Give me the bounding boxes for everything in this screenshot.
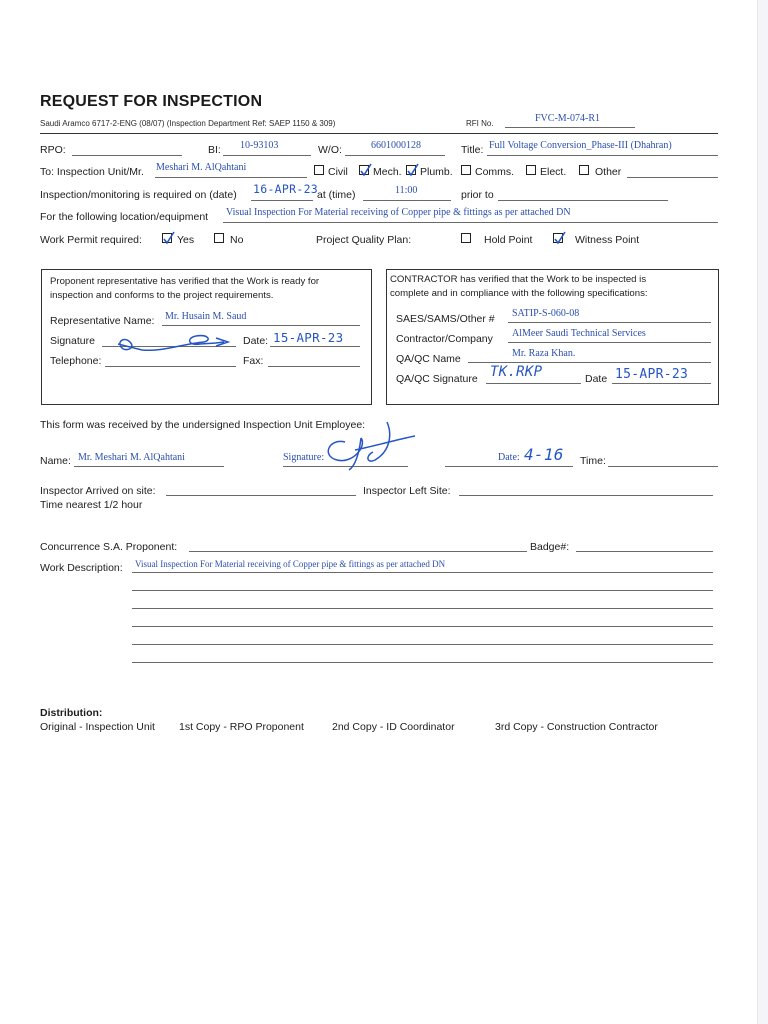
distribution-1st-copy: 1st Copy - RPO Proponent bbox=[179, 721, 304, 733]
work-line-5[interactable] bbox=[132, 644, 713, 645]
rep-telephone-field[interactable] bbox=[105, 366, 236, 367]
comms-label: Comms. bbox=[475, 166, 515, 178]
time-line bbox=[363, 200, 451, 201]
other-checkbox[interactable] bbox=[579, 165, 589, 175]
received-signature-image[interactable] bbox=[315, 416, 430, 472]
company-line bbox=[508, 342, 711, 343]
wo-label: W/O: bbox=[318, 144, 342, 156]
bi-line bbox=[223, 155, 311, 156]
contractor-text-1: CONTRACTOR has verified that the Work to be inspected is bbox=[390, 274, 647, 285]
work-line-4[interactable] bbox=[132, 626, 713, 627]
title-label: Title: bbox=[461, 144, 484, 156]
title-rule bbox=[40, 133, 718, 134]
distribution-2nd-copy: 2nd Copy - ID Coordinator bbox=[332, 721, 455, 733]
concurrence-label: Concurrence S.A. Proponent: bbox=[40, 541, 178, 553]
permit-no-checkbox[interactable] bbox=[214, 233, 224, 243]
received-time-label: Time: bbox=[580, 455, 606, 467]
qaqc-signature-line bbox=[486, 383, 581, 384]
rep-name-line bbox=[162, 325, 360, 326]
plumb-label: Plumb. bbox=[420, 166, 453, 178]
rfi-label: RFI No. bbox=[466, 119, 494, 128]
rep-fax-field[interactable] bbox=[268, 366, 360, 367]
distribution-3rd-copy: 3rd Copy - Construction Contractor bbox=[495, 721, 658, 733]
date-label: Inspection/monitoring is required on (date) bbox=[40, 189, 237, 201]
elect-checkbox[interactable] bbox=[526, 165, 536, 175]
pqp-label: Project Quality Plan: bbox=[316, 234, 412, 246]
witness-point-label: Witness Point bbox=[575, 234, 640, 246]
permit-label: Work Permit required: bbox=[40, 234, 142, 246]
proponent-text-2: inspection and conforms to the project requirements. bbox=[50, 290, 274, 301]
location-value[interactable]: Visual Inspection For Material receiving of Copper pipe & fittings as per attached DN bbox=[226, 207, 571, 218]
wo-line bbox=[345, 155, 445, 156]
permit-yes-label: Yes bbox=[177, 234, 195, 246]
badge-label: Badge#: bbox=[530, 541, 570, 553]
date-line bbox=[251, 200, 313, 201]
received-time-field[interactable] bbox=[608, 466, 718, 467]
rep-telephone-label: Telephone: bbox=[50, 355, 102, 367]
left-site-field[interactable] bbox=[459, 495, 713, 496]
work-description-label: Work Description: bbox=[40, 562, 123, 574]
form-title: REQUEST FOR INSPECTION bbox=[40, 93, 263, 110]
work-line-3[interactable] bbox=[132, 608, 713, 609]
wo-value[interactable]: 6601000128 bbox=[371, 140, 421, 151]
qaqc-date-value[interactable]: 15-APR-23 bbox=[615, 367, 689, 382]
to-value[interactable]: Meshari M. AlQahtani bbox=[156, 162, 247, 173]
prior-field[interactable] bbox=[498, 200, 668, 201]
received-date-value[interactable]: 4-16 bbox=[524, 445, 564, 464]
qaqc-name-label: QA/QC Name bbox=[396, 353, 461, 365]
hold-point-label: Hold Point bbox=[484, 234, 533, 246]
mech-checkbox[interactable] bbox=[359, 165, 369, 175]
distribution-title: Distribution: bbox=[40, 707, 103, 719]
rpo-label: RPO: bbox=[40, 144, 66, 156]
civil-label: Civil bbox=[328, 166, 348, 178]
saes-label: SAES/SAMS/Other # bbox=[396, 313, 495, 325]
received-signature-label: Signature: bbox=[283, 452, 325, 463]
check-mark-icon bbox=[406, 163, 420, 177]
arrived-field[interactable] bbox=[166, 495, 356, 496]
arrived-label: Inspector Arrived on site: bbox=[40, 485, 156, 497]
scan-edge bbox=[757, 0, 768, 1024]
rep-date-line bbox=[270, 346, 360, 347]
hold-point-checkbox[interactable] bbox=[461, 233, 471, 243]
rep-name-value[interactable]: Mr. Husain M. Saud bbox=[165, 311, 247, 322]
concurrence-field[interactable] bbox=[189, 551, 527, 552]
title-line bbox=[487, 155, 718, 156]
prior-label: prior to bbox=[461, 189, 494, 201]
to-label: To: Inspection Unit/Mr. bbox=[40, 166, 144, 178]
received-name-label: Name: bbox=[40, 455, 71, 467]
location-label: For the following location/equipment bbox=[40, 211, 209, 223]
work-line-2[interactable] bbox=[132, 590, 713, 591]
distribution-original: Original - Inspection Unit bbox=[40, 721, 155, 733]
rpo-field[interactable] bbox=[72, 155, 182, 156]
proponent-text-1: Proponent representative has verified that the Work is ready for bbox=[50, 276, 320, 287]
other-label: Other bbox=[595, 166, 622, 178]
bi-label: BI: bbox=[208, 144, 221, 156]
received-name-line bbox=[74, 466, 224, 467]
to-line bbox=[155, 177, 307, 178]
received-date-line bbox=[445, 466, 573, 467]
rep-date-value[interactable]: 15-APR-23 bbox=[273, 330, 344, 345]
time-label: at (time) bbox=[317, 189, 356, 201]
qaqc-date-line bbox=[612, 383, 711, 384]
check-mark-icon bbox=[162, 231, 176, 245]
work-line-6[interactable] bbox=[132, 662, 713, 663]
rfi-value[interactable]: FVC-M-074-R1 bbox=[535, 113, 601, 124]
company-label: Contractor/Company bbox=[396, 333, 493, 345]
form-subtitle: Saudi Aramco 6717-2-ENG (08/07) (Inspection Department Ref: SAEP 1150 & 309) bbox=[40, 119, 336, 128]
work-line-1 bbox=[132, 572, 713, 573]
elect-label: Elect. bbox=[540, 166, 567, 178]
qaqc-name-line bbox=[468, 362, 711, 363]
permit-yes-checkbox[interactable] bbox=[162, 233, 172, 243]
permit-no-label: No bbox=[230, 234, 244, 246]
saes-line bbox=[508, 322, 711, 323]
contractor-text-2: complete and in compliance with the following specifications: bbox=[390, 288, 648, 299]
comms-checkbox[interactable] bbox=[461, 165, 471, 175]
civil-checkbox[interactable] bbox=[314, 165, 324, 175]
company-value[interactable]: AlMeer Saudi Technical Services bbox=[512, 328, 646, 339]
bi-value[interactable]: 10-93103 bbox=[240, 140, 279, 151]
work-description-value[interactable]: Visual Inspection For Material receiving of Copper pipe & fittings as per attached DN bbox=[135, 559, 446, 569]
qaqc-signature-label: QA/QC Signature bbox=[396, 373, 478, 385]
plumb-checkbox[interactable] bbox=[406, 165, 416, 175]
received-name-value[interactable]: Mr. Meshari M. AlQahtani bbox=[78, 452, 185, 463]
witness-point-checkbox[interactable] bbox=[553, 233, 563, 243]
rep-signature-image[interactable] bbox=[112, 330, 237, 358]
rep-signature-label: Signature bbox=[50, 335, 95, 347]
rep-date-label: Date: bbox=[243, 335, 269, 347]
left-site-label: Inspector Left Site: bbox=[363, 485, 451, 497]
location-line bbox=[223, 222, 718, 223]
badge-field[interactable] bbox=[576, 551, 713, 552]
time-note: Time nearest 1/2 hour bbox=[40, 499, 143, 511]
date-value[interactable]: 16-APR-23 bbox=[253, 182, 319, 196]
check-mark-icon bbox=[553, 231, 567, 245]
check-mark-icon bbox=[359, 163, 373, 177]
qaqc-date-label: Date bbox=[585, 373, 608, 385]
title-value[interactable]: Full Voltage Conversion_Phase-III (Dhahran) bbox=[489, 140, 672, 151]
mech-label: Mech. bbox=[373, 166, 402, 178]
qaqc-signature-value[interactable]: TK.RKP bbox=[490, 364, 543, 380]
rep-fax-label: Fax: bbox=[243, 355, 264, 367]
received-text: This form was received by the undersigned Inspection Unit Employee: bbox=[40, 419, 366, 431]
rfi-line bbox=[505, 127, 635, 128]
rep-name-label: Representative Name: bbox=[50, 315, 155, 327]
time-value[interactable]: 11:00 bbox=[395, 185, 418, 196]
saes-value[interactable]: SATIP-S-060-08 bbox=[512, 308, 580, 319]
received-date-label: Date: bbox=[498, 452, 520, 463]
other-field[interactable] bbox=[627, 177, 718, 178]
qaqc-name-value[interactable]: Mr. Raza Khan. bbox=[512, 348, 576, 359]
